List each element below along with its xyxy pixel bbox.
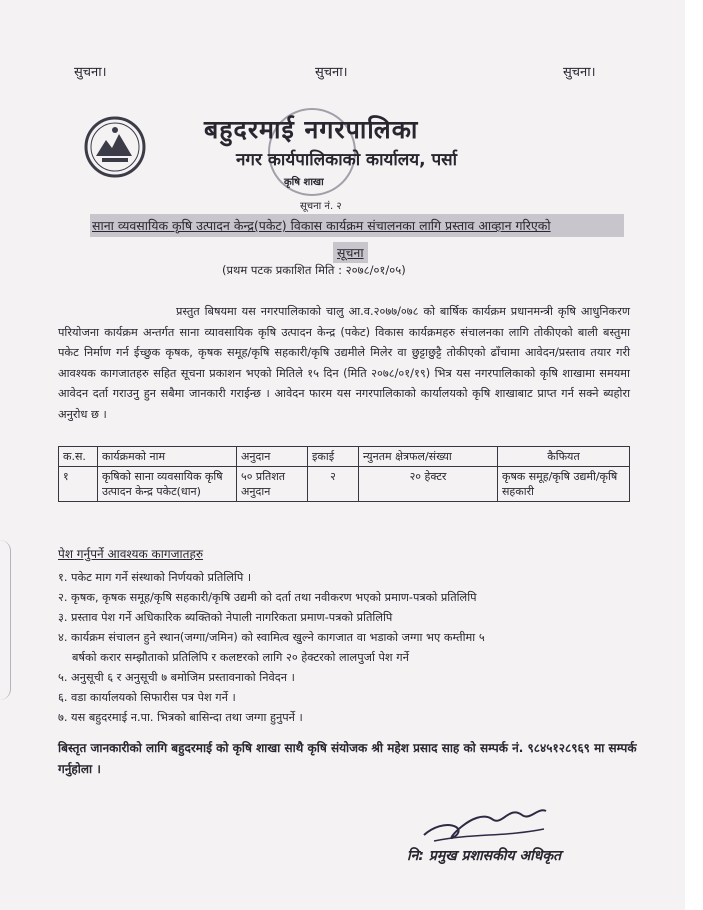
header-area: न्युनतम क्षेत्रफल/संख्या: [359, 447, 498, 467]
notice-number: सूचना नं. २: [300, 201, 342, 212]
table-row: [59, 467, 630, 502]
list-item-continuation-text: बर्षको करार सम्झौताको प्रतिलिपि र कलष्टरको लागि २० हेक्टरको लालपुर्जा पेश गर्ने: [72, 651, 409, 664]
notice-title-word: सूचना: [333, 242, 368, 263]
notice-center: सुचना।: [315, 65, 348, 80]
signature-icon: [414, 797, 554, 847]
list-item: १. पकेट माग गर्ने संस्थाको निर्णयको प्रतिलिपि ।: [58, 571, 252, 584]
documents-heading: पेश गर्नुपर्ने आवश्यक कागजातहरु: [58, 547, 204, 561]
table-header-row: [59, 447, 630, 467]
contact-info: बिस्तृत जानकारीको लागि बहुदरमाई को कृषि शाखा साथै कृषि संयोजक श्री महेश प्रसाद साह को सम्पर्क नं. ९८४५१२८९६९ मा सम्पर्क गर्नुहोला ।: [58, 741, 637, 776]
documents-list: [58, 568, 658, 728]
program-table: [58, 446, 630, 502]
header-program: कार्यक्रमको नाम: [98, 447, 237, 467]
cell-remarks: कृषक समूह/कृषि उद्यमी/कृषि सहकारी: [498, 467, 630, 502]
list-item: ५. अनुसूची ६ र अनुसूची ७ बमोजिम प्रस्तावनाको निवेदन ।: [58, 671, 295, 684]
list-item: ४. कार्यक्रम संचालन हुने स्थान(जग्गा/जमिन) को स्वामित्व खुल्ने कागजात वा भडाको जग्गा भए कम्तीमा ५: [58, 631, 485, 644]
office-name: नगर कार्यपालिकाको कार्यालय, पर्सा: [236, 150, 458, 170]
list-item-continuation: [58, 648, 658, 668]
notice-title: साना व्यवसायिक कृषि उत्पादन केन्द्र(पकेट) विकास कार्यक्रम संचालनका लागि प्रस्ताव आव्हान गरिएको: [90, 214, 624, 237]
publish-date: (प्रथम पटक प्रकाशित मिति : २०७८/०१/०५): [222, 263, 406, 277]
cell-area: २० हेक्टर: [359, 467, 498, 502]
notice-right: सुचना।: [563, 65, 596, 80]
list-item: ६. वडा कार्यालयको सिफारीस पत्र पेश गर्ने ।: [58, 691, 236, 704]
signatory-title: नि: प्रमुख प्रशासकीय अधिकृत: [407, 848, 562, 864]
org-name: बहुदरमाई नगरपालिका: [204, 115, 419, 144]
margin-arc: [0, 540, 11, 700]
header-sn: क.स.: [59, 447, 98, 467]
header-unit: इकाई: [308, 447, 359, 467]
department-stamp: कृषि शाखा: [284, 177, 324, 188]
cell-grant: ५० प्रतिशत अनुदान: [237, 467, 308, 502]
emblem-icon: [84, 116, 146, 178]
cell-program: कृषिको साना व्यवसायिक कृषि उत्पादन केन्द्र पकेट(धान): [98, 467, 237, 502]
page-edge: [685, 0, 703, 910]
notice-left: सुचना।: [74, 65, 107, 80]
cell-sn: १: [59, 467, 98, 502]
body-paragraph: प्रस्तुत बिषयमा यस नगरपालिकाको चालु आ.व.२०७७/०७८ को बार्षिक कार्यक्रम प्रधानमन्त्री कृषि आधुनिकरण परियोजना कार्यक्रम अन्तर्गत साना व्यावसायिक कृषि उत्पादन केन्द्र (पकेट) विकास कार्यक्रमहरु संचालनका लागि तोकीएको बाली बस्तुमा पकेट निर्माण गर्न ईच्छुक कृषक, कृषक समूह/कृषि सहकारी/कृषि उद्यमीले मिलेर वा छुट्टाछुट्टै तोकीएको ढाँचामा आवेदन/प्रस्ताव तयार गरी आवश्यक कागजातहरु सहित सूचना प्रकाशन भएको मितिले १५ दिन (मिति २०७८/०१/१९) भित्र यस नगरपालिकाको कृषि शाखामा समयमा आवेदन दर्ता गराउनु हुन सबैमा जानकारी गराईन्छ । आवेदन फारम यस नगरपालिकाको कार्यालयको कृषि शाखाबाट प्राप्त गर्न सक्ने ब्यहोरा अनुरोध छ ।: [58, 305, 630, 421]
list-item: ७. यस बहुदरमाई न.पा. भित्रको बासिन्दा तथा जग्गा हुनुपर्ने ।: [58, 711, 303, 724]
header-grant: अनुदान: [237, 447, 308, 467]
cell-unit: २: [308, 467, 359, 502]
list-item: ३. प्रस्ताव पेश गर्ने अधिकारिक ब्यक्तिको नेपाली नागरिकता प्रमाण-पत्रको प्रतिलिपि: [58, 611, 393, 624]
list-item: २. कृषक, कृषक समूह/कृषि सहकारी/कृषि उद्यमी को दर्ता तथा नवीकरण भएको प्रमाण-पत्रको प्रतिलिपि: [58, 591, 477, 604]
header-remarks: कैफियत: [498, 447, 630, 467]
